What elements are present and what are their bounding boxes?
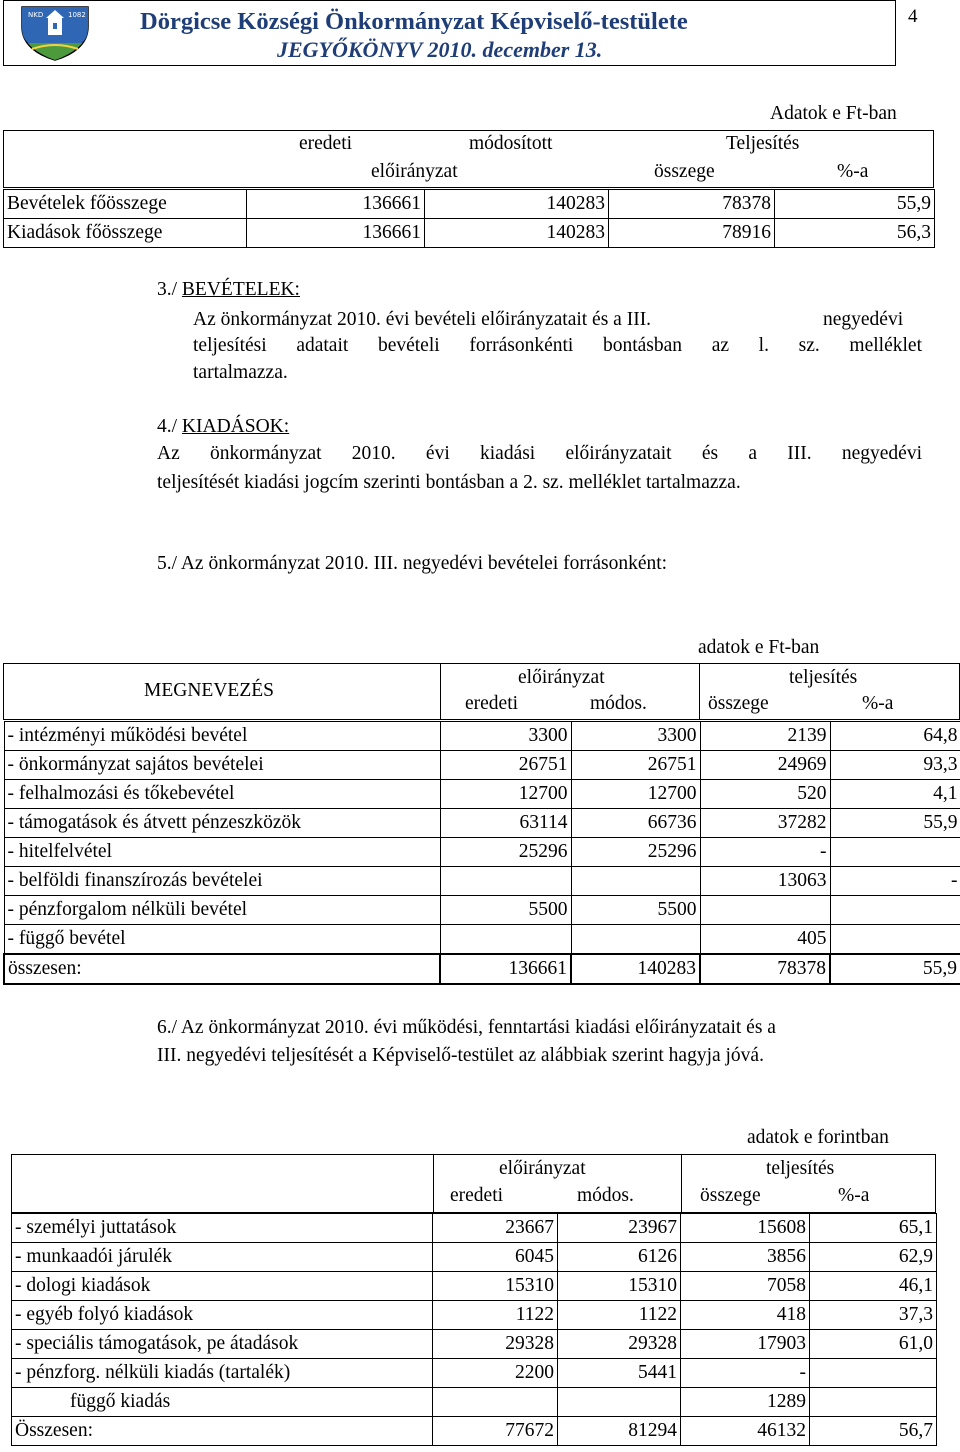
- row-label: - függő bevétel: [4, 925, 440, 955]
- sec3-number: 3./: [157, 279, 178, 300]
- sec3-line2: teljesítési adatait bevételi forrásonkénti bontásban az l. sz. melléklet: [193, 335, 922, 356]
- cell-modos: 1122: [558, 1301, 681, 1330]
- expense-unit-label: adatok e forintban: [747, 1127, 889, 1148]
- sec6-line1: 6./ Az önkormányzat 2010. évi működési, fenntartási kiadási előirányzatait és a: [157, 1017, 776, 1038]
- summary-col-pct: %-a: [837, 161, 869, 182]
- svg-text:NKD: NKD: [28, 11, 44, 19]
- cell-pct: [810, 1359, 937, 1388]
- cell-eredeti: 25296: [440, 838, 571, 867]
- cell-eredeti: 63114: [440, 809, 571, 838]
- cell-osszeg: 405: [700, 925, 830, 955]
- row-label: összesen:: [4, 954, 440, 984]
- cell-eredeti: 77672: [433, 1417, 558, 1446]
- cell-pct: 55,9: [830, 954, 960, 984]
- sec4-number: 4./: [157, 416, 178, 437]
- summary-col-osszege: összege: [654, 161, 715, 182]
- row-label: - pénzforg. nélküli kiadás (tartalék): [12, 1359, 433, 1388]
- cell-osszeg: 17903: [681, 1330, 810, 1359]
- sec4-title: KIADÁSOK:: [181, 416, 290, 437]
- cell-modos: 25296: [571, 838, 700, 867]
- cell-osszeg: 78916: [609, 219, 775, 248]
- cell-pct: [830, 896, 960, 925]
- cell-osszeg: 3856: [681, 1243, 810, 1272]
- cell-osszeg: 2139: [700, 722, 830, 751]
- sec6-line2: III. negyedévi teljesítését a Képviselő-testület az alábbiak szerint hagyja jóvá.: [157, 1045, 764, 1066]
- cell-eredeti: 15310: [433, 1272, 558, 1301]
- cell-modos: [571, 925, 700, 955]
- sec4-heading: [157, 416, 289, 438]
- cell-eredeti: 136661: [247, 190, 425, 219]
- summary-col-modositott: módosított: [469, 133, 553, 154]
- row-label: - speciális támogatások, pe átadások: [12, 1330, 433, 1359]
- cell-modos: 29328: [558, 1330, 681, 1359]
- table-row-total: [12, 1417, 937, 1446]
- expense-col-pct: %-a: [838, 1185, 870, 1206]
- summary-col-eredeti: eredeti: [299, 133, 353, 154]
- svg-text:1082: 1082: [68, 11, 86, 19]
- cell-modos: 6126: [558, 1243, 681, 1272]
- cell-modositott: 140283: [425, 219, 609, 248]
- row-label: - munkaadói járulék: [12, 1243, 433, 1272]
- cell-osszeg: 1289: [681, 1388, 810, 1417]
- row-label: - belföldi finanszírozás bevételei: [4, 867, 440, 896]
- cell-pct: 65,1: [810, 1214, 937, 1243]
- revenue-col-name: MEGNEVEZÉS: [144, 680, 274, 701]
- summary-col-teljesites: Teljesítés: [726, 133, 800, 154]
- table-row: [12, 1388, 937, 1417]
- expense-header-box: [11, 1154, 936, 1213]
- cell-osszeg: 78378: [609, 190, 775, 219]
- cell-modos: [571, 867, 700, 896]
- cell-modos: 66736: [571, 809, 700, 838]
- cell-eredeti: 136661: [247, 219, 425, 248]
- revenue-header-box: [3, 663, 960, 720]
- table-row: [4, 190, 935, 219]
- cell-osszeg: 15608: [681, 1214, 810, 1243]
- revenue-col-eredeti: eredeti: [465, 693, 519, 714]
- cell-pct: 4,1: [830, 780, 960, 809]
- cell-pct: 55,9: [830, 809, 960, 838]
- table-row: [4, 219, 935, 248]
- cell-osszeg: 7058: [681, 1272, 810, 1301]
- cell-modos: 140283: [571, 954, 700, 984]
- cell-osszeg: 46132: [681, 1417, 810, 1446]
- cell-osszeg: -: [700, 838, 830, 867]
- cell-eredeti: 5500: [440, 896, 571, 925]
- expense-col-teljesites: teljesítés: [766, 1158, 835, 1179]
- cell-pct: 37,3: [810, 1301, 937, 1330]
- row-label: - felhalmozási és tőkebevétel: [4, 780, 440, 809]
- cell-eredeti: [440, 867, 571, 896]
- table-row: [4, 751, 960, 780]
- summary-unit-label: Adatok e Ft-ban: [770, 103, 897, 124]
- cell-eredeti: 23667: [433, 1214, 558, 1243]
- cell-eredeti: 12700: [440, 780, 571, 809]
- cell-pct: 56,3: [775, 219, 935, 248]
- cell-pct: 61,0: [810, 1330, 937, 1359]
- cell-eredeti: [433, 1388, 558, 1417]
- page-header: [3, 0, 896, 66]
- cell-pct: -: [830, 867, 960, 896]
- cell-modos: 23967: [558, 1214, 681, 1243]
- coat-of-arms-logo: [16, 5, 94, 61]
- table-row: [4, 925, 960, 955]
- table-row: [4, 780, 960, 809]
- cell-modos: 81294: [558, 1417, 681, 1446]
- cell-pct: [830, 925, 960, 955]
- cell-pct: 64,8: [830, 722, 960, 751]
- table-row: [4, 896, 960, 925]
- revenue-unit-label: adatok e Ft-ban: [698, 637, 820, 658]
- sec4-line1: Az önkormányzat 2010. évi kiadási előirányzatait és a III. negyedévi: [157, 443, 922, 464]
- revenue-col-eloiranyzat: előirányzat: [518, 667, 605, 688]
- row-label: - pénzforgalom nélküli bevétel: [4, 896, 440, 925]
- cell-modos: 5500: [571, 896, 700, 925]
- table-row: [4, 722, 960, 751]
- row-label: Kiadások főösszege: [4, 219, 247, 248]
- row-label: - egyéb folyó kiadások: [12, 1301, 433, 1330]
- cell-eredeti: 29328: [433, 1330, 558, 1359]
- cell-eredeti: 1122: [433, 1301, 558, 1330]
- header-title: Dörgicse Községi Önkormányzat Képviselő-testülete: [140, 8, 688, 35]
- cell-modos: [558, 1388, 681, 1417]
- cell-modositott: 140283: [425, 190, 609, 219]
- row-label: - támogatások és átvett pénzeszközök: [4, 809, 440, 838]
- sec5-title: 5./ Az önkormányzat 2010. III. negyedévi bevételei forrásonként:: [157, 553, 668, 574]
- row-label: - hitelfelvétel: [4, 838, 440, 867]
- cell-osszeg: 418: [681, 1301, 810, 1330]
- revenue-col-teljesites: teljesítés: [789, 667, 858, 688]
- row-label: - dologi kiadások: [12, 1272, 433, 1301]
- row-label: Bevételek főösszege: [4, 190, 247, 219]
- cell-osszeg: -: [681, 1359, 810, 1388]
- cell-modos: 5441: [558, 1359, 681, 1388]
- row-label: Összesen:: [12, 1417, 433, 1446]
- cell-eredeti: 26751: [440, 751, 571, 780]
- revenue-col-modos: módos.: [590, 693, 647, 714]
- cell-pct: 56,7: [810, 1417, 937, 1446]
- cell-modos: 12700: [571, 780, 700, 809]
- table-row: [12, 1359, 937, 1388]
- table-row: [4, 867, 960, 896]
- sec3-heading: [157, 279, 300, 301]
- expense-table: [11, 1213, 937, 1446]
- table-row: [12, 1330, 937, 1359]
- cell-eredeti: 3300: [440, 722, 571, 751]
- table-row: [4, 838, 960, 867]
- sec4-line2: teljesítését kiadási jogcím szerinti bontásban a 2. sz. melléklet tartalmazza.: [157, 472, 741, 493]
- revenue-col-pct: %-a: [862, 693, 894, 714]
- summary-col-eloiranyzat: előirányzat: [371, 161, 458, 182]
- cell-eredeti: 2200: [433, 1359, 558, 1388]
- cell-pct: [810, 1388, 937, 1417]
- summary-table: [3, 189, 935, 248]
- expense-col-osszege: összege: [700, 1185, 761, 1206]
- summary-header-box: [3, 130, 934, 188]
- row-label: - személyi juttatások: [12, 1214, 433, 1243]
- cell-pct: 62,9: [810, 1243, 937, 1272]
- cell-osszeg: 520: [700, 780, 830, 809]
- cell-modos: 3300: [571, 722, 700, 751]
- cell-modos: 15310: [558, 1272, 681, 1301]
- cell-osszeg: 24969: [700, 751, 830, 780]
- cell-pct: 46,1: [810, 1272, 937, 1301]
- table-row-total: [4, 954, 960, 984]
- row-label: - intézményi működési bevétel: [4, 722, 440, 751]
- cell-pct: 93,3: [830, 751, 960, 780]
- table-row: [12, 1272, 937, 1301]
- row-label: - önkormányzat sajátos bevételei: [4, 751, 440, 780]
- cell-osszeg: 13063: [700, 867, 830, 896]
- table-row: [12, 1214, 937, 1243]
- expense-col-modos: módos.: [577, 1185, 634, 1206]
- cell-pct: 55,9: [775, 190, 935, 219]
- sec3-line1a: Az önkormányzat 2010. évi bevételi előirányzatait és a III.: [193, 309, 652, 330]
- table-row: [12, 1301, 937, 1330]
- cell-eredeti: [440, 925, 571, 955]
- revenue-table: [3, 721, 960, 985]
- cell-osszeg: 78378: [700, 954, 830, 984]
- expense-col-eredeti: eredeti: [450, 1185, 504, 1206]
- table-row: [4, 809, 960, 838]
- sec3-title: BEVÉTELEK:: [181, 279, 300, 300]
- cell-eredeti: 6045: [433, 1243, 558, 1272]
- table-row: [12, 1243, 937, 1272]
- page-number: 4: [908, 6, 918, 27]
- row-label: függő kiadás: [12, 1388, 433, 1417]
- sec3-line3: tartalmazza.: [193, 362, 288, 383]
- sec3-line1b: negyedévi: [823, 309, 904, 330]
- cell-osszeg: 37282: [700, 809, 830, 838]
- header-subtitle: JEGYŐKÖNYV 2010. december 13.: [277, 37, 603, 62]
- expense-col-eloiranyzat: előirányzat: [499, 1158, 586, 1179]
- cell-osszeg: [700, 896, 830, 925]
- revenue-col-osszege: összege: [708, 693, 769, 714]
- cell-modos: 26751: [571, 751, 700, 780]
- cell-pct: [830, 838, 960, 867]
- cell-eredeti: 136661: [440, 954, 571, 984]
